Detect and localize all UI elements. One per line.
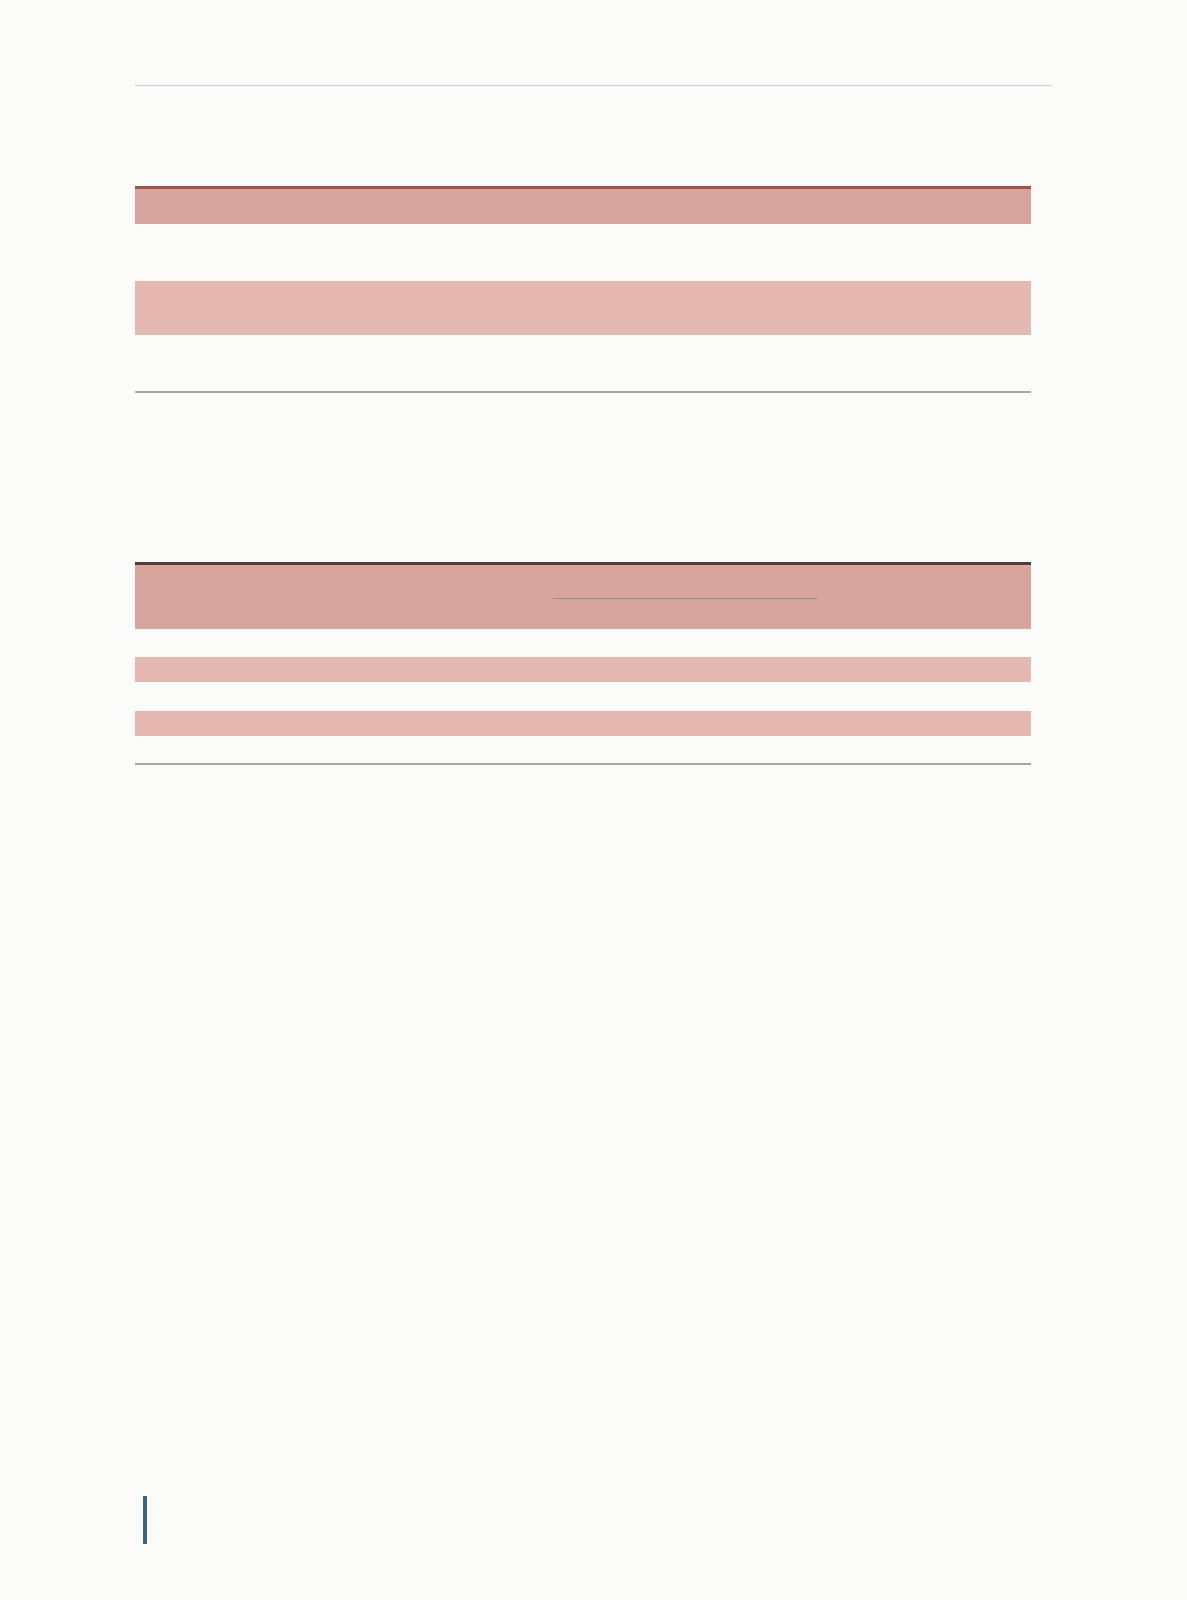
table8-col-header-hardness xyxy=(553,564,817,599)
table-row xyxy=(135,280,1031,336)
table8-col-header xyxy=(277,564,373,629)
table7-col-header xyxy=(285,188,413,224)
cell-result xyxy=(413,224,1031,280)
cell-xg821 xyxy=(413,336,575,392)
cell-c-component xyxy=(285,224,413,280)
left-column xyxy=(135,790,585,1026)
section-3-heading xyxy=(602,908,1052,1010)
cell-ratio xyxy=(135,280,285,336)
section-2-3-heading xyxy=(602,794,1052,884)
table-row xyxy=(135,224,1031,280)
footer-divider-bar xyxy=(143,1496,147,1544)
table7-header-row xyxy=(135,188,1031,224)
table7-col-header xyxy=(879,188,1031,224)
page-footer xyxy=(131,1496,157,1544)
table-row xyxy=(135,737,1031,764)
cell-result xyxy=(575,336,1031,392)
table8-header-row-1 xyxy=(135,564,1031,599)
page-header xyxy=(135,76,1052,86)
cell-ratio xyxy=(135,336,285,392)
table7-col-header xyxy=(575,188,727,224)
cell-result xyxy=(575,280,1031,336)
table7-col-header xyxy=(727,188,879,224)
table-row xyxy=(135,629,1031,656)
table-row xyxy=(135,336,1031,392)
table8-subcol-header xyxy=(685,599,817,629)
cell-ratio xyxy=(135,224,285,280)
table7-col-header xyxy=(413,188,575,224)
table8-col-header xyxy=(817,564,1031,629)
table-row xyxy=(135,656,1031,683)
table-row xyxy=(135,710,1031,737)
table8-subcol-header xyxy=(553,599,685,629)
main-body xyxy=(135,790,1052,1026)
table8-col-header xyxy=(373,564,553,629)
table-7 xyxy=(135,186,1031,393)
right-column xyxy=(602,790,1052,1026)
table7-col-header xyxy=(135,188,285,224)
cell-c-component xyxy=(285,280,413,336)
table-row xyxy=(135,683,1031,710)
cell-xg821 xyxy=(413,280,575,336)
cell-c-component xyxy=(285,336,413,392)
table8-col-header xyxy=(135,564,277,629)
table-8 xyxy=(135,562,1031,765)
section-2-2-heading xyxy=(135,794,585,884)
